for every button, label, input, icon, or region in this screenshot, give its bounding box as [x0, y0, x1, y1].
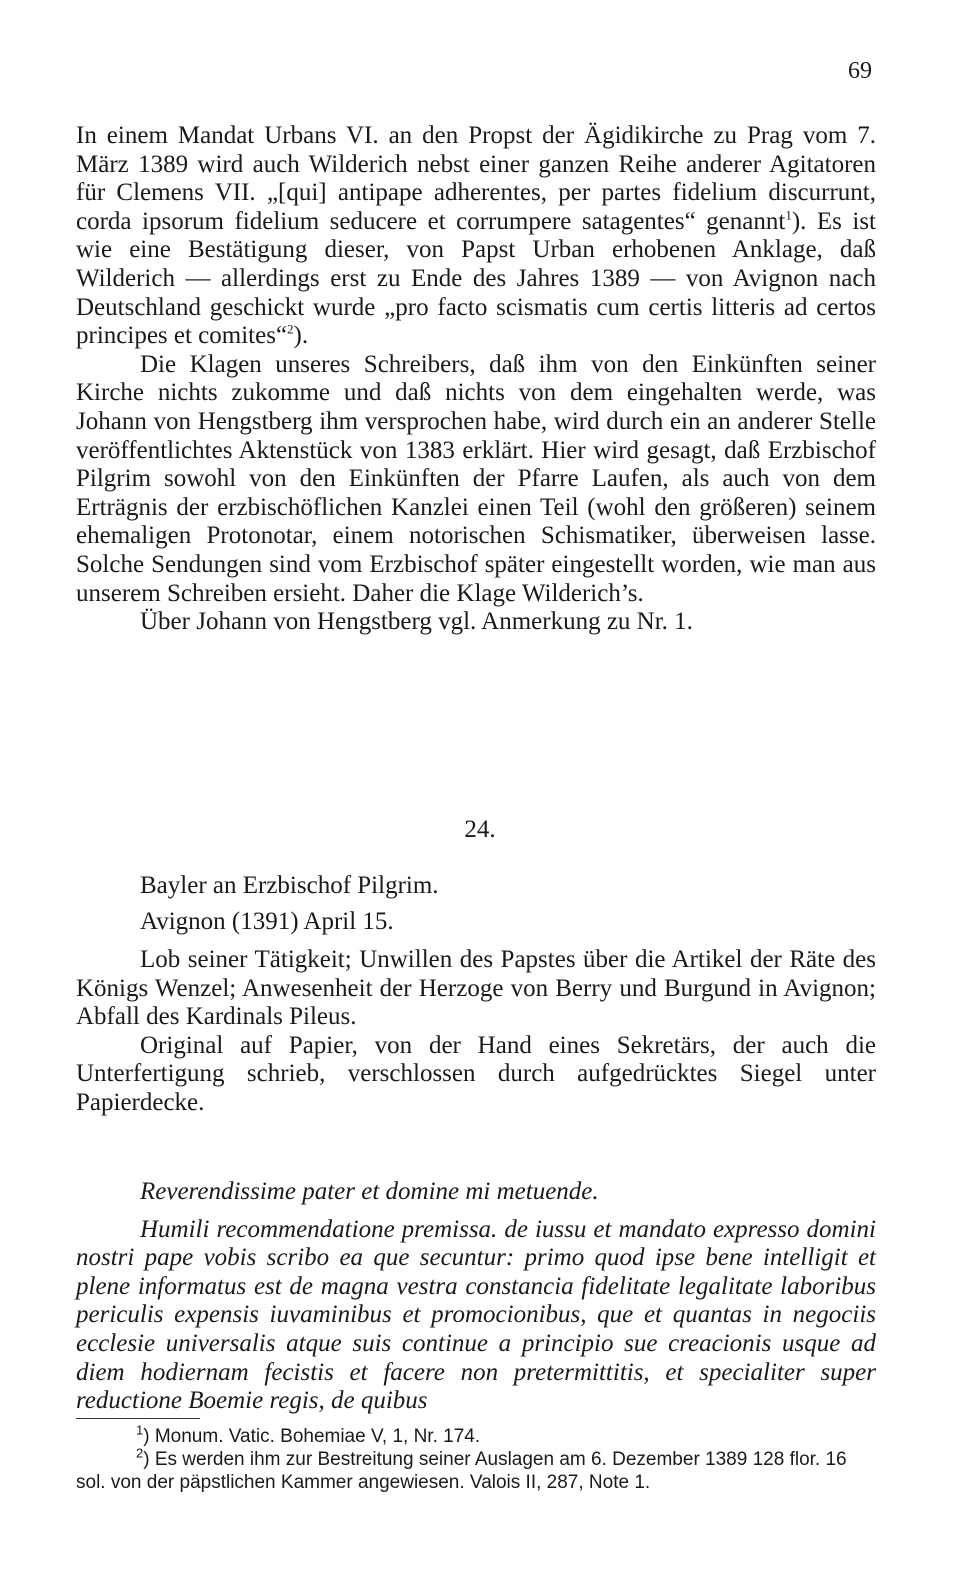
- page-number: 69: [848, 58, 872, 84]
- commentary-section: [76, 122, 876, 637]
- footnote-ref-2: 2: [287, 321, 294, 337]
- footnote-separator: [76, 1418, 200, 1419]
- footnote-1-mark: 1: [136, 1422, 144, 1438]
- footnote-1-text: ) Monum. Vatic. Bohemiae V, 1, Nr. 174.: [143, 1426, 481, 1447]
- footnote-ref-1: 1: [785, 207, 792, 223]
- footnote-2: [76, 1445, 876, 1494]
- footnote-2-text: ) Es werden ihm zur Bestreitung seiner Auslagen am 6. Dezember 1389 128 flor. 16 sol. von der päpstlichen Kammer angewiesen. Valois II, 287, Note 1.: [76, 1449, 847, 1493]
- footnote-1: [76, 1422, 876, 1448]
- para1-text-a: In einem Mandat Urbans VI. an den Propst der Ägidikirche zu Prag vom 7. März 1389 wird auch Wilderich nebst einer ganzen Reihe anderer Agitatoren für Clemens VII. „[qui] antipape adherentes, per partes fidelium discurrunt, corda ipsorum fidelium seducere et corrumpere satagentes“ genannt: [76, 122, 876, 235]
- letter-salutation: Reverendissime pater et domine mi metuende.: [140, 1178, 599, 1205]
- document-place-date: Avignon (1391) April 15.: [140, 908, 394, 935]
- regest-section: [76, 946, 876, 1118]
- letter-section: [76, 1178, 876, 1416]
- footnote-2-mark: 2: [136, 1445, 144, 1461]
- letter-body: Humili recommendatione premissa. de iussu et mandato expresso domini nostri pape vobis scribo ea que secuntur: primo quod ipse bene intelligit et plene informatus est de magna vestra constancia fidelitate legalitate laboribus periculis expensis iuvaminibus et promocionibus, que et quantas in negociis ecclesie universalis atque suis continue a principio sue creacionis usque ad diem hodiernam fecistis et facere non pretermittitis, et specialiter super reductione Boemie regis, de quibus: [76, 1215, 876, 1415]
- document-description: Original auf Papier, von der Hand eines Sekretärs, der auch die Unterfertigung schrieb, verschlossen durch aufgedrücktes Siegel unter Papierdecke.: [76, 1031, 876, 1116]
- para1-text-b: ). Es ist wie eine Bestätigung dieser, von Papst Urban erhobenen Anklage, daß Wilderich — allerdings erst zu Ende des Jahres 1389 — von Avignon nach Deutschland geschickt wurde „pro facto scismatis cum certis litteris ad certos principes et comites“: [76, 207, 877, 350]
- document-title: Bayler an Erzbischof Pilgrim.: [140, 872, 439, 899]
- para1-text-c: ).: [293, 322, 309, 350]
- document-number: 24.: [464, 816, 496, 843]
- footnotes: [76, 1422, 876, 1494]
- commentary-paragraph-1: [76, 122, 876, 351]
- commentary-paragraph-3: Über Johann von Hengstberg vgl. Anmerkung zu Nr. 1.: [140, 608, 693, 636]
- document-summary: Lob seiner Tätigkeit; Unwillen des Papstes über die Artikel der Räte des Königs Wenzel; Anwesenheit der Herzoge von Berry und Burgund in Avignon; Abfall des Kardinals Pileus.: [76, 946, 876, 1031]
- commentary-paragraph-2: Die Klagen unseres Schreibers, daß ihm von den Einkünften seiner Kirche nichts zukomme und daß nichts von dem eingehalten werde, was Johann von Hengstberg ihm versprochen habe, wird durch ein an anderer Stelle veröffentlichtes Aktenstück von 1383 erklärt. Hier wird gesagt, daß Erzbischof Pilgrim sowohl von den Einkünften der Pfarre Laufen, als auch von dem Erträgnis der erzbischöflichen Kanzlei einen Teil (wohl den größeren) seinem ehemaligen Protonotar, einem notorischen Schismatiker, überweisen lasse. Solche Sendungen sind vom Erzbischof später eingestellt worden, wie man aus unserem Schreiben ersieht. Daher die Klage Wilderich’s.: [76, 350, 876, 607]
